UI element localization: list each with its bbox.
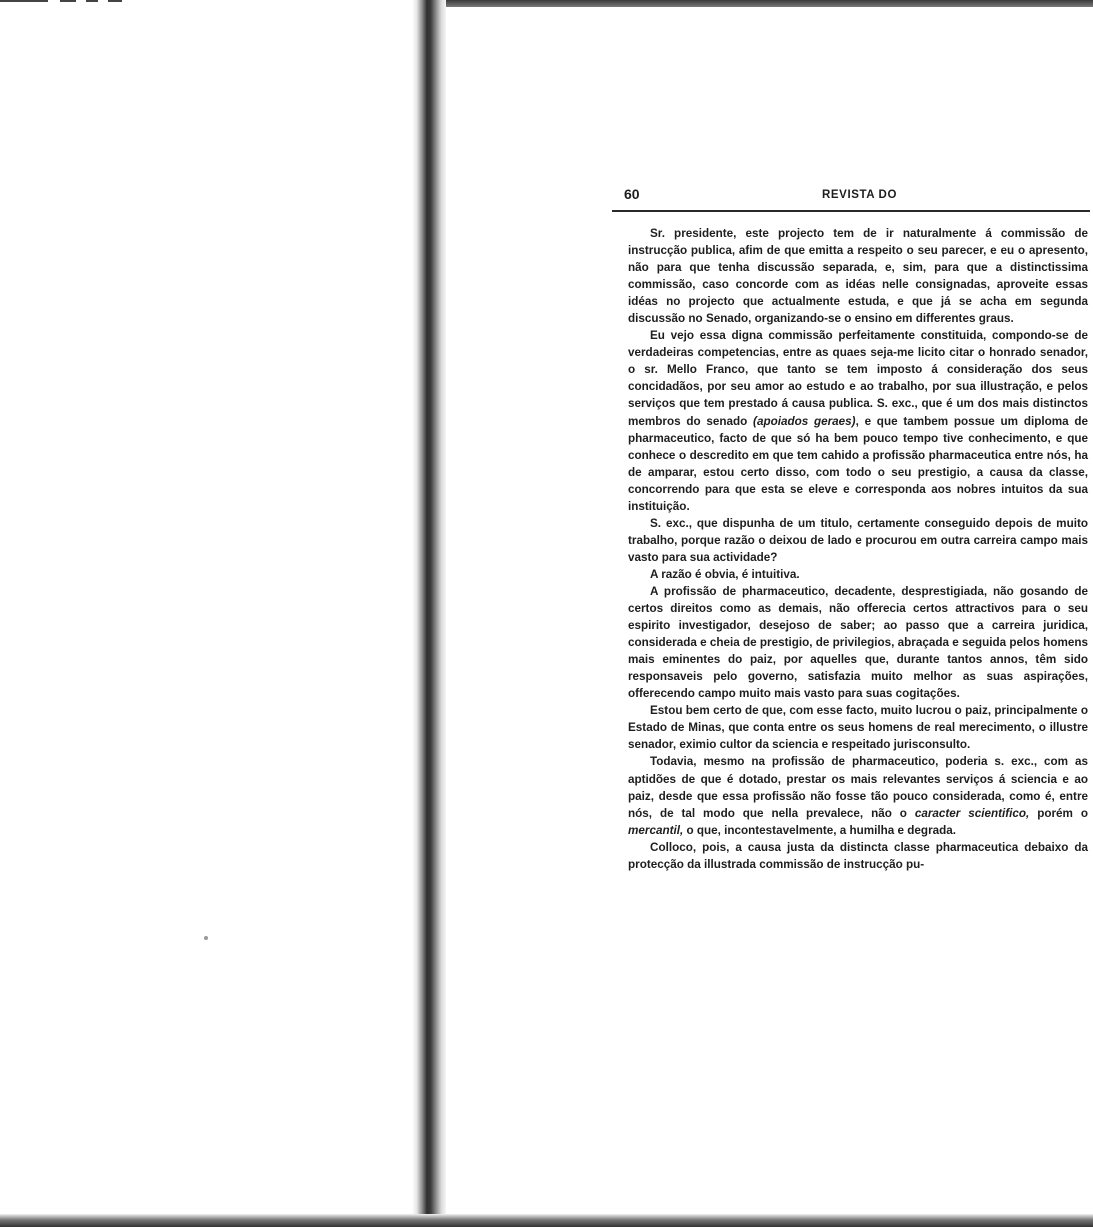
page-bottom-shadow (0, 1214, 1093, 1227)
interjection: (apoiados geraes) (753, 414, 856, 428)
paragraph-6: Estou bem certo de que, com esse facto, muito lucrou o paiz, principalmente o Estado de Minas, que conta entre os seus homens de real merecimento, o illustre senador, eximio cultor da sciencia e respeitado jurisconsulto. (628, 704, 1088, 752)
page-number: 60 (624, 186, 640, 202)
paragraph-5: A profissão de pharmaceutico, decadente, desprestigiada, não gosando de certos direitos como as demais, não offerecia certos attractivos para o seu espirito investigador, desejoso de saber; ao passo que a carreira juridica, considerada e cheia de prestigio, de privilegios, abraçada e seguida pelos homens mais eminentes do paiz, por aquelles que, durante tantos annos, têm sido responsaveis pelo governo, satisfazia muito melhor as suas aspirações, offerecendo campo muito mais vasto para suas cogitações. (628, 584, 1088, 701)
italic-term: mercantil, (628, 823, 684, 837)
page-top-shadow (430, 0, 1093, 7)
page-header (612, 184, 1090, 212)
paragraph-7: Todavia, mesmo na profissão de pharmaceutico, poderia s. exc., com as aptidões de que é dotado, prestar os mais relevantes serviços á sciencia e ao paiz, desde que essa profissão não fosse tão pouco considerada, como é, entre nós, de tal modo que nella prevalece, não o caracter scientifico, porém o mercantil, o que, incontestavelmente, a humilha e degrada. (628, 755, 1088, 837)
running-title: REVISTA DO (822, 189, 898, 201)
paragraph-3: S. exc., que dispunha de um titulo, certamente conseguido depois de muito trabalho, porque razão o deixou de lado e procurou em outra carreira campo mais vasto para sua actividade? (628, 516, 1088, 564)
italic-term: caracter scientifico, (914, 806, 1030, 820)
paragraph-2: Eu vejo essa digna commissão perfeitamente constituida, compondo-se de verdadeiras competencias, entre as quaes seja-me licito citar o honrado senador, o sr. Mello Franco, que tanto se tem imposto á consideração dos seus concidadãos, por seu amor ao estudo e ao trabalho, por sua illustração, e pelos serviços que tem prestado á causa publica. S. exc., que é um dos mais distinctos membros do senado (apoiados geraes), e que tambem possue um diploma de pharmaceutico, facto de que só ha bem pouco tempo tive conhecimento, e que conhece o descredito em que tem cahido a profissão pharmaceutica entre nós, ha de amparar, estou certo disso, com todo o seu prestigio, a causa da classe, concorrendo para que esta se eleve e corresponda aos nobres intuitos da sua instituição. (628, 329, 1089, 513)
paragraph-1: Sr. presidente, este projecto tem de ir naturalmente á commissão de instrucção publica, afim de que emitta a respeito o seu parecer, e eu o apresento, não para que tenha discussão separada, e, sim, para que a distinctissima commissão, caso concorde com as idéas nelle consignadas, aproveite essas idéas no projecto que actualmente estuda, e que já se acha em segunda discussão no Senado, organizando-se o ensino em differentes graus. (628, 227, 1088, 326)
paragraph-8: Colloco, pois, a causa justa da distincta classe pharmaceutica debaixo da protecção da illustrada commissão de instrucção pu- (628, 840, 1088, 871)
paragraph-4: A razão é obvia, é intuitiva. (650, 567, 800, 581)
corner-marks (0, 0, 140, 3)
body-text (628, 225, 1088, 873)
paper-speck (204, 936, 208, 940)
book-gutter (412, 0, 446, 1227)
